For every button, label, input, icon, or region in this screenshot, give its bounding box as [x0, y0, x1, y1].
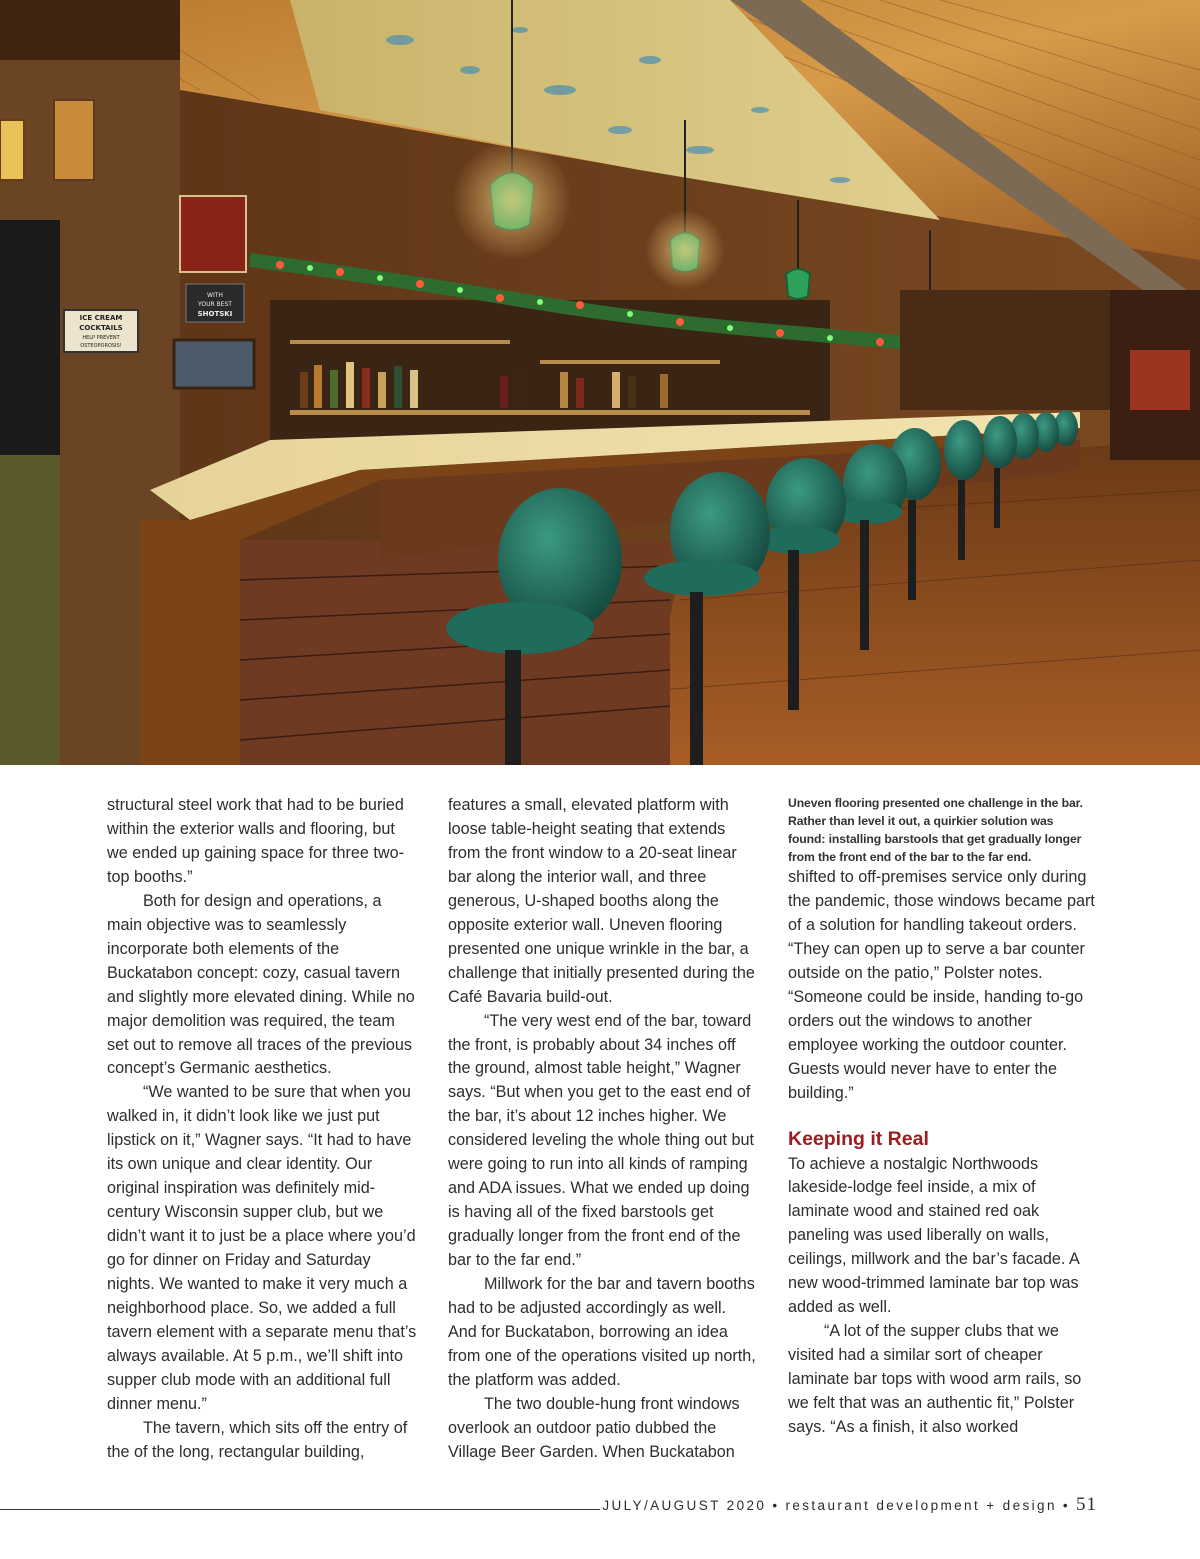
- shotski-sign: [186, 284, 244, 322]
- issue-date: JULY/AUGUST 2020: [602, 1498, 767, 1513]
- shotski-line: WITH: [207, 292, 223, 299]
- ice-cream-line: ICE CREAM: [79, 314, 123, 322]
- paragraph: The two double-hung front windows overlook an outdoor patio dubbed the Village Beer Garden. When Buckatabon: [448, 1394, 740, 1461]
- paragraph: Both for design and operations, a main objective was to seamlessly incorporate both elements of the Buckatabon concept: cozy, casual tavern and slightly more elevated dining. While no major demolition was required, the team set out to remove all traces of the previous concept’s Germanic aesthetics.: [107, 891, 415, 1078]
- bullet-separator: •: [772, 1498, 780, 1513]
- page-footer: [602, 1494, 1097, 1516]
- ice-cream-line: COCKTAILS: [79, 324, 123, 332]
- shotski-line: YOUR BEST: [198, 301, 232, 308]
- paragraph: The tavern, which sits off the entry of the of the long, rectangular building,: [107, 1418, 408, 1461]
- paragraph: “The very west end of the bar, toward the front, is probably about 34 inches off the ground, almost table height,” Wagner says. “But when you get to the east end of the bar, it’s about 12 inches higher. We considered leveling the whole thing out but were going to run into all kinds of ramping and ADA issues. What we ended up doing is having all of the fixed barstools get gradually longer from the front end of the bar to the far end.”: [448, 1011, 754, 1270]
- page-number: 51: [1076, 1494, 1097, 1515]
- paragraph: To achieve a nostalgic Northwoods lakeside-lodge feel inside, a mix of laminate wood and stained red oak paneling was used liberally on walls, ceilings, millwork and the bar’s facade. A new wood-trimmed laminate bar top was added as well.: [788, 1154, 1079, 1317]
- section-subhead: Keeping it Real: [788, 1127, 929, 1150]
- text-column-2: [448, 794, 758, 1465]
- paragraph: “A lot of the supper clubs that we visited had a similar sort of cheaper laminate bar tops with wood arm rails, so we felt that was an authentic fit,” Polster says. “As a finish, it also worked: [788, 1322, 1082, 1437]
- text-column-3: [788, 794, 1098, 1440]
- ice-cream-line: OSTEOPOROSIS!: [80, 343, 122, 349]
- footer-rule: [0, 1509, 600, 1510]
- magazine-name: restaurant development + design: [785, 1498, 1057, 1513]
- paragraph: Millwork for the bar and tavern booths had to be adjusted accordingly as well. And for Buckatabon, borrowing an idea from one of the operations visited up north, the platform was added.: [448, 1275, 756, 1389]
- photo-caption: Uneven flooring presented one challenge in the bar. Rather than level it out, a quirkier solution was found: installing barstools that get gradually longer from the front end of the bar to the far end.: [788, 796, 1083, 864]
- bullet-separator: •: [1062, 1498, 1070, 1513]
- paragraph: features a small, elevated platform with loose table-height seating that extends from the front window to a 20-seat linear bar along the interior wall, and three generous, U-shaped booths along the opposite exterior wall. Uneven flooring presented one unique wrinkle in the bar, a challenge that initially presented during the Café Bavaria build-out.: [448, 796, 755, 1006]
- paragraph: “We wanted to be sure that when you walked in, it didn’t look like we just put lipstick on it,” Wagner says. “It had to have its own unique and clear identity. Our original inspiration was definitely mid-century Wisconsin supper club, but we didn’t want it to just be a place where you’d go for dinner on Friday and Saturday nights. We wanted to make it very much a neighborhood place. So, we added a full tavern element with a separate menu that’s always available. At 5 p.m., we’ll shift into supper club mode with an additional full dinner menu.”: [107, 1083, 417, 1413]
- bar-photo: [0, 0, 1200, 765]
- shotski-line: SHOTSKI: [197, 310, 233, 318]
- ice-cream-sign: [64, 310, 138, 352]
- paragraph: shifted to off-premises service only during the pandemic, those windows became part of a solution for handling takeout orders. “They can open up to serve a bar counter outside on the patio,” Polster notes. “Someone could be inside, handing to-go orders out the windows to another employee working the outdoor counter. Guests would never have to enter the building.”: [788, 868, 1095, 1102]
- ice-cream-line: HELP PREVENT: [82, 335, 120, 341]
- text-column-1: [107, 794, 417, 1465]
- bar-photo-illustration: [0, 0, 1200, 765]
- paragraph: structural steel work that had to be buried within the exterior walls and flooring, but we ended up gaining space for three two-top booths.”: [107, 796, 404, 886]
